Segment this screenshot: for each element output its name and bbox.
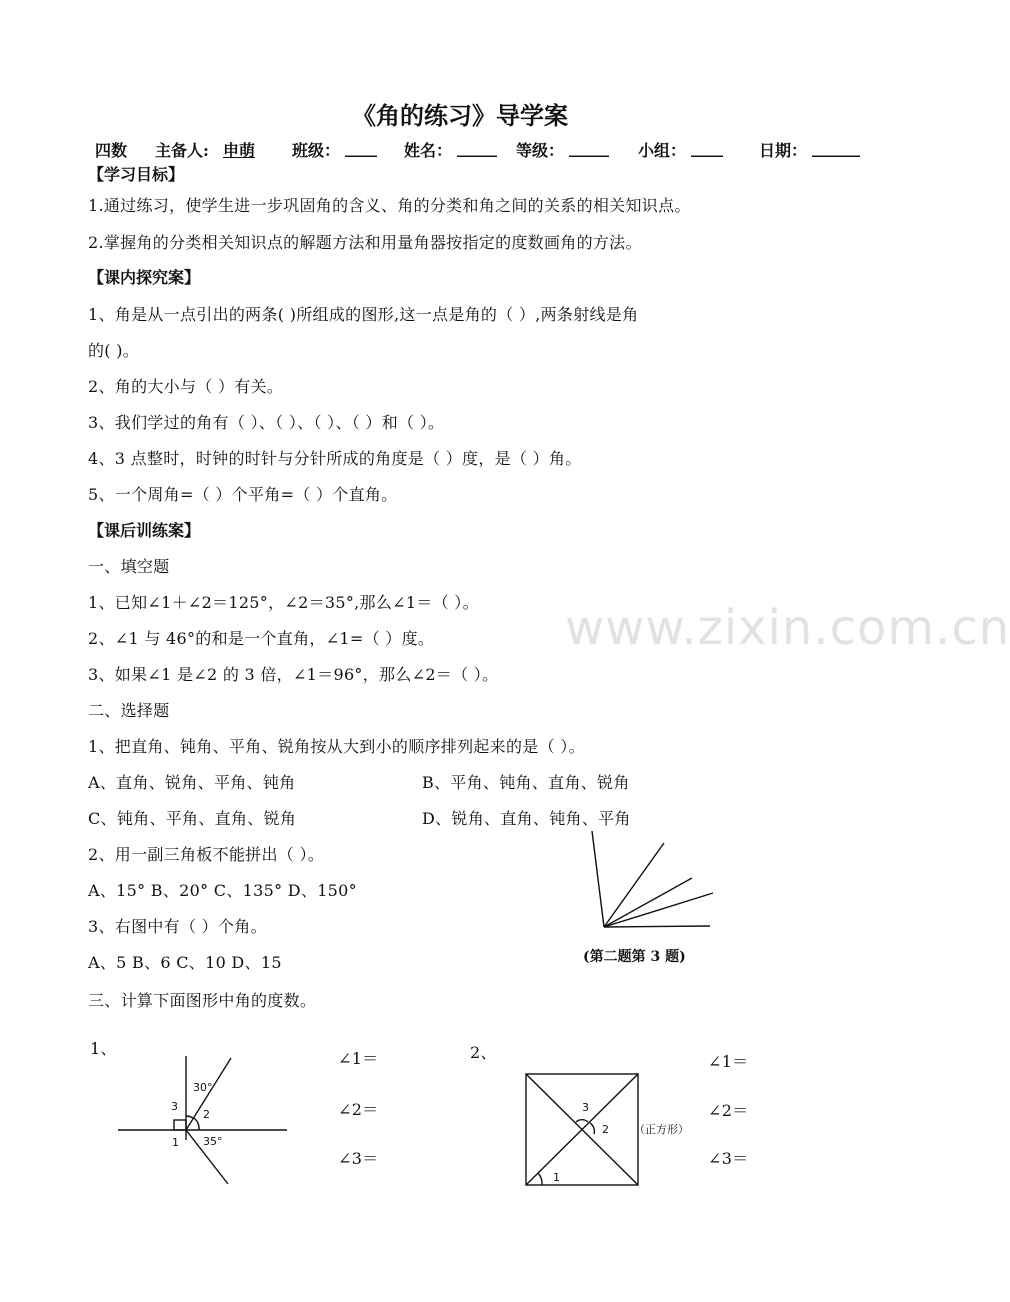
part3-title: 三、计算下面图形中角的度数。 [88, 991, 317, 1010]
explore-q1: 1、角是从一点引出的两条( )所组成的图形,这一点是角的（ ）,两条射线是角 [88, 305, 639, 324]
figure-caption: (第二题第 3 题) [583, 949, 686, 965]
practice-heading: 【课后训练案】 [88, 521, 201, 540]
fill-question: 3、如果∠1 是∠2 的 3 倍，∠1＝96°，那么∠2＝（ ）。 [88, 665, 499, 684]
header-group-blank: ____ [691, 138, 723, 157]
header-class-blank: ____ [345, 138, 377, 157]
figure2-answer-3: ∠3＝ [708, 1149, 749, 1168]
header-preparer-name: 申萌 [223, 141, 256, 160]
choice-q1-option-b: B、平角、钝角、直角、锐角 [422, 773, 630, 792]
header-class-label: 班级： [292, 141, 341, 160]
choice-q1-option-c: C、钝角、平角、直角、锐角 [88, 809, 297, 828]
goal-item: 2.掌握角的分类相关知识点的解题方法和用量角器按指定的度数画角的方法。 [88, 233, 642, 252]
explore-q5: 5、一个周角=（ ）个平角=（ ）个直角。 [88, 485, 398, 504]
choice-q1: 1、把直角、钝角、平角、锐角按从大到小的顺序排列起来的是（ ）。 [88, 737, 585, 756]
header-date-blank: ______ [812, 138, 860, 157]
figure1-label-35: 35° [203, 1135, 223, 1148]
figure1-answer-2: ∠2＝ [338, 1100, 379, 1119]
fill-question: 2、∠1 与 46°的和是一个直角，∠1=（ ）度。 [88, 629, 435, 648]
fan-rays-figure [580, 825, 720, 935]
goals-heading: 【学习目标】 [88, 165, 185, 184]
choice-q1-option-a: A、直角、锐角、平角、钝角 [88, 773, 296, 792]
header-grade-blank: _____ [569, 138, 609, 157]
header-name-label: 姓名： [404, 141, 453, 160]
choice-q2: 2、用一副三角板不能拼出（ ）。 [88, 845, 325, 864]
figure2-number: 2、 [470, 1043, 497, 1062]
figure1-answer-3: ∠3＝ [338, 1149, 379, 1168]
page-title: 《角的练习》导学案 [352, 101, 568, 130]
header-grade-label: 等级： [516, 141, 565, 160]
part2-title: 二、选择题 [88, 701, 170, 720]
choice-q3-options: A、5 B、6 C、10 D、15 [88, 953, 282, 972]
figure2-answer-1: ∠1＝ [708, 1052, 749, 1071]
header-date-label: 日期： [759, 141, 808, 160]
figure2-square [520, 1068, 645, 1193]
explore-q1-cont: 的( )。 [88, 341, 140, 360]
fill-question: 1、已知∠1＋∠2＝125°，∠2＝35°,那么∠1＝（ ）。 [88, 593, 479, 612]
figure2-label-2: 2 [602, 1123, 609, 1136]
figure2-label-3: 3 [582, 1101, 589, 1114]
figure2-answer-2: ∠2＝ [708, 1101, 749, 1120]
header-preparer-label: 主备人: [155, 141, 209, 160]
goal-item: 1.通过练习，使学生进一步巩固角的含义、角的分类和角之间的关系的相关知识点。 [88, 196, 691, 215]
header-subject: 四数 [95, 141, 128, 160]
explore-q4: 4、3 点整时，时钟的时针与分针所成的角度是（ ）度，是（ ）角。 [88, 449, 582, 468]
choice-q3: 3、右图中有（ ）个角。 [88, 917, 267, 936]
figure2-note: （正方形） [634, 1123, 689, 1136]
figure1-number: 1、 [90, 1039, 117, 1058]
figure1-answer-1: ∠1＝ [338, 1049, 379, 1068]
explore-heading: 【课内探究案】 [88, 268, 201, 287]
figure1-label-1: 1 [172, 1136, 179, 1149]
figure1-label-2: 2 [203, 1108, 210, 1121]
watermark: www.zixin.com.cn [565, 600, 1010, 656]
explore-q3: 3、我们学过的角有（ ）、（ ）、（ ）、（ ）和（ ）。 [88, 413, 445, 432]
header-name-blank: _____ [457, 138, 497, 157]
explore-q2: 2、角的大小与（ ）有关。 [88, 377, 284, 396]
part1-title: 一、填空题 [88, 557, 170, 576]
header-group-label: 小组： [638, 141, 687, 160]
figure1-label-30: 30° [193, 1081, 213, 1094]
figure1-label-3: 3 [171, 1100, 178, 1113]
choice-q2-options: A、15° B、20° C、135° D、150° [88, 881, 357, 900]
figure2-label-1: 1 [553, 1171, 560, 1184]
choice-q1-option-d: D、锐角、直角、钝角、平角 [422, 809, 631, 828]
